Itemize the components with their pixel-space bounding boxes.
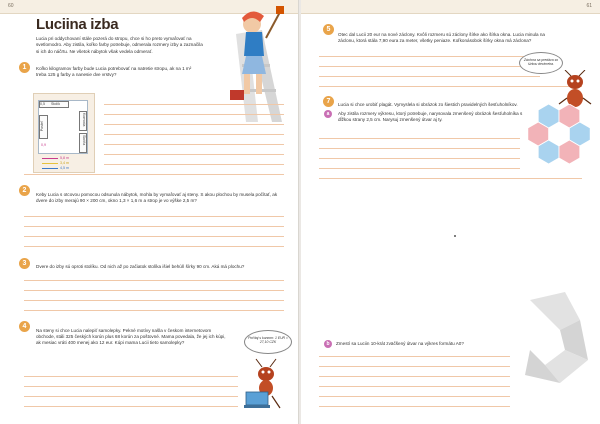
legend-text-1: 5,8 m [60, 156, 69, 160]
question-3-text: Dvere do izby sú oproti stolíku. Od nich až po začiatok stolíka išiel behúň šírky 90 cm. Aká má plochu? [36, 264, 245, 269]
hexagon-pattern-figure [524, 104, 594, 174]
answer-line[interactable] [319, 386, 510, 387]
page-title: Luciina izba [36, 16, 119, 33]
answer-line[interactable] [24, 396, 238, 397]
ant-with-laptop-illustration [240, 356, 290, 411]
answer-line[interactable] [319, 138, 520, 139]
question-7b-marker: b [324, 340, 332, 348]
question-5-text: Otec dal Lucii 20 eur na nové záclony. Kvôli rozmeru sú záclony šírke ako šírka okna. Lucia minula na záclonu, ktorá stála 7,90 eura za meter, všetky peniaze. Koľkonásobok šírky okna má záclona? [338, 32, 545, 44]
dresser-label: Komoda [82, 113, 86, 127]
answer-line[interactable] [319, 56, 540, 57]
answer-line[interactable] [319, 376, 510, 377]
answer-line[interactable] [104, 134, 284, 135]
curtain-hint-bubble: Záclona sa predáva so šírkou decimetra. [519, 52, 563, 74]
answer-line[interactable] [319, 406, 510, 407]
answer-line[interactable] [24, 310, 284, 311]
answer-line[interactable] [24, 290, 284, 291]
legend-line-1 [42, 158, 58, 159]
legend-line-2 [42, 163, 58, 164]
answer-line[interactable] [24, 216, 284, 217]
answer-line[interactable] [104, 104, 284, 105]
answer-line[interactable] [24, 406, 238, 407]
left-page-number: 60 [8, 3, 14, 9]
bed-label: Posteľ [40, 121, 44, 132]
floor-plan-sketch [33, 93, 95, 173]
answer-line[interactable] [319, 86, 582, 87]
exchange-rate-bubble: Počítaj s kurzom: 1 EUR = 27,10 CZK [244, 330, 292, 354]
question-1-number: 1 [19, 62, 30, 73]
question-2-text: Keby Lucia s otcovou pomocou odsunula nábytok, mohla by vymaľovať aj steny. S akou plochou by musela počítať, ak dvere do izby merajú 90 × 200 cm, okno 1,3 × 1,6 m a strop je vo výške 2,5 m? [36, 192, 278, 204]
question-7-number: 7 [323, 96, 334, 107]
answer-line[interactable] [319, 168, 520, 169]
answer-line[interactable] [24, 386, 238, 387]
answer-line[interactable] [319, 76, 540, 77]
answer-line[interactable] [24, 226, 284, 227]
answer-line[interactable] [319, 66, 540, 67]
table-label: Stolík [51, 102, 60, 106]
publisher-watermark-logo [520, 290, 590, 385]
question-7a-marker: a [324, 110, 332, 118]
question-4-number: 4 [19, 321, 30, 332]
table-number-label: 0,5 [40, 102, 45, 106]
answer-line[interactable] [319, 396, 510, 397]
question-2-number: 2 [19, 185, 30, 196]
answer-line[interactable] [104, 144, 284, 145]
question-4-text: Na steny si chce Lucia nalepiť samolepky. Pekné motívy našla v českom internetovom obchode, stáli 325 českých korún plus 68 korún za poštovné. Mama povedala, že jej ich kúpi, ak mesiac vráti 400 menej ako 12 eur. Kúpi mama Lucii tieto samolepky? [36, 328, 226, 346]
legend-line-3 [42, 168, 58, 169]
question-7b-text: Zmestí sa Luciin 10-krát zväčšený útvar na výkres formátu A0? [336, 341, 464, 346]
intro-text: Lucia pri oddychovaní stále pozerá do stropu, chce si ho preto vymaľovať na svetlomodro. Aby zistila, koľko farby potrebuje, odmerala rozmery izby a zaznačila si ich do náčrtu. Ne všetok nábytok však vedela odmerať. [36, 36, 203, 54]
question-3-number: 3 [19, 258, 30, 269]
painter-girl-illustration [206, 4, 286, 124]
answer-line[interactable] [104, 154, 284, 155]
answer-line[interactable] [24, 174, 284, 175]
wardrobe-label: Skriňa [82, 135, 86, 146]
answer-line[interactable] [24, 280, 284, 281]
answer-line[interactable] [319, 148, 520, 149]
answer-line[interactable] [104, 124, 284, 125]
answer-line[interactable] [319, 158, 520, 159]
answer-line[interactable] [24, 376, 238, 377]
answer-line[interactable] [104, 114, 284, 115]
legend-text-2: 3,4 m [60, 161, 69, 165]
answer-line[interactable] [319, 366, 510, 367]
answer-line[interactable] [24, 236, 284, 237]
question-7a-text: Aby zistila rozmery výkresu, ktorý potrebuje, narysovala zmenšený obrázok šesťuholníka s dĺžkou strany 2,5 cm. Narysuj zmenšený útvar aj ty. [338, 111, 523, 123]
dimension-label: 0,9 [41, 143, 46, 147]
answer-line[interactable] [24, 246, 284, 247]
right-page-header-bar [301, 0, 600, 14]
answer-line[interactable] [319, 178, 582, 179]
center-point [454, 235, 456, 237]
answer-line[interactable] [24, 300, 284, 301]
legend-text-3: 4,5 m [60, 166, 69, 170]
answer-line[interactable] [104, 164, 284, 165]
question-1-text: Koľko kilogramov farby bude Lucia potrebovať na natretie stropu, ak na 1 m² treba 125 g farby a nanesie dve vrstvy? [36, 66, 192, 78]
question-5-number: 5 [323, 24, 334, 35]
floor-plan-room [38, 100, 88, 154]
right-page-number: 61 [586, 3, 592, 9]
question-7-text: Lucia si chce urobiť plagát. Vymyslela si obrázok zo šiestich pravidelných šesťuholníkov. [338, 102, 518, 107]
answer-line[interactable] [319, 356, 510, 357]
left-page [0, 0, 299, 424]
